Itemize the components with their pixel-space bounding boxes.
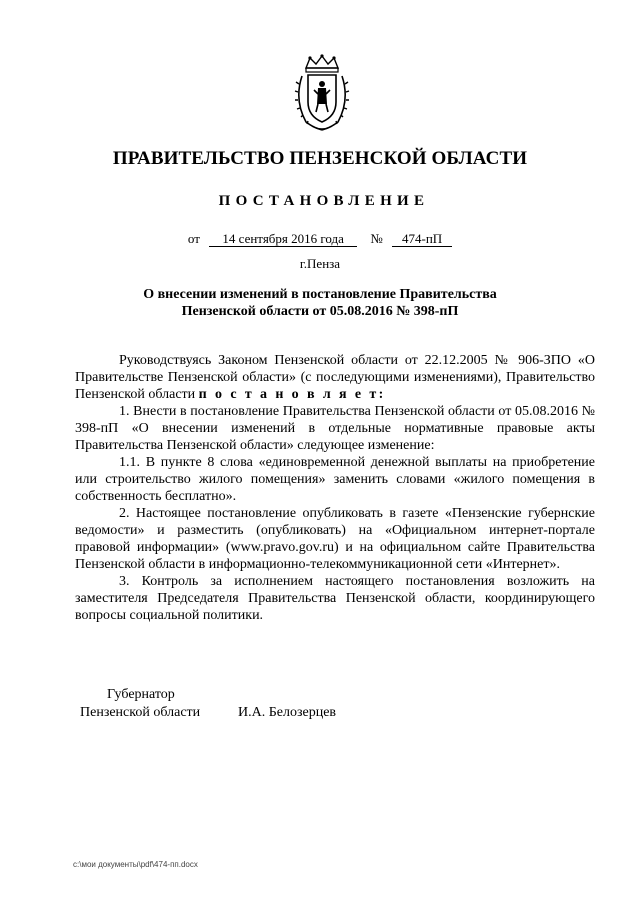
date-prefix: от <box>187 231 200 246</box>
document-date: 14 сентября 2016 года <box>209 231 357 247</box>
subject-line-2: Пензенской области от 05.08.2016 № 398-пП <box>181 304 459 319</box>
document-number: 474-пП <box>392 231 452 247</box>
city: г.Пенза <box>299 256 341 271</box>
decree-word: п о с т а н о в л я е т: <box>198 387 386 402</box>
file-path-footer: c:\мои документы\pdf\474-пп.docx <box>73 860 198 869</box>
number-prefix: № <box>370 231 383 246</box>
signature-name: И.А. Белозерцев <box>238 705 337 720</box>
item-3: 3. Контроль за исполнением настоящего постановления возложить на заместителя Председателя Правительства Пензенской области, координирующего вопросы социальной политики. <box>75 574 595 623</box>
document-type: ПОСТАНОВЛЕНИЕ <box>218 193 430 209</box>
subject-line-1: О внесении изменений в постановление Правительства <box>143 287 497 302</box>
document-subject <box>0 286 640 320</box>
item-1: 1. Внести в постановление Правительства Пензенской области от 05.08.2016 № 398-пП «О внесении изменений в отдельные нормативные правовые акты Правительства Пензенской области» следующее изменение: <box>75 404 595 453</box>
preamble-paragraph <box>75 352 595 403</box>
item-1-1: 1.1. В пункте 8 слова «единовременной денежной выплаты на приобретение или строительство жилого помещения» заменить словами «жилого помещения в собственность бесплатно». <box>75 455 595 504</box>
item-2: 2. Настоящее постановление опубликовать в газете «Пензенские губернские ведомости» и разместить (опубликовать) на «Официальном интернет-портале правовой информации» (www.pravo.gov.ru) и на официальном сайте Правительства Пензенской области в информационно-телекоммуникационной сети «Интернет». <box>75 506 595 572</box>
preamble-text: Руководствуясь Законом Пензенской области от 22.12.2005 № 906-ЗПО «О Правительстве Пензенской области» (с последующими изменениями), Правительство Пензенской области <box>75 353 595 402</box>
signature-region: Пензенской области <box>80 705 201 720</box>
government-title: ПРАВИТЕЛЬСТВО ПЕНЗЕНСКОЙ ОБЛАСТИ <box>112 148 528 169</box>
penza-region-coat-of-arms-icon <box>294 54 350 132</box>
document-body <box>75 352 595 624</box>
date-number-line <box>0 231 640 247</box>
signature-title: Губернатор <box>107 687 175 702</box>
